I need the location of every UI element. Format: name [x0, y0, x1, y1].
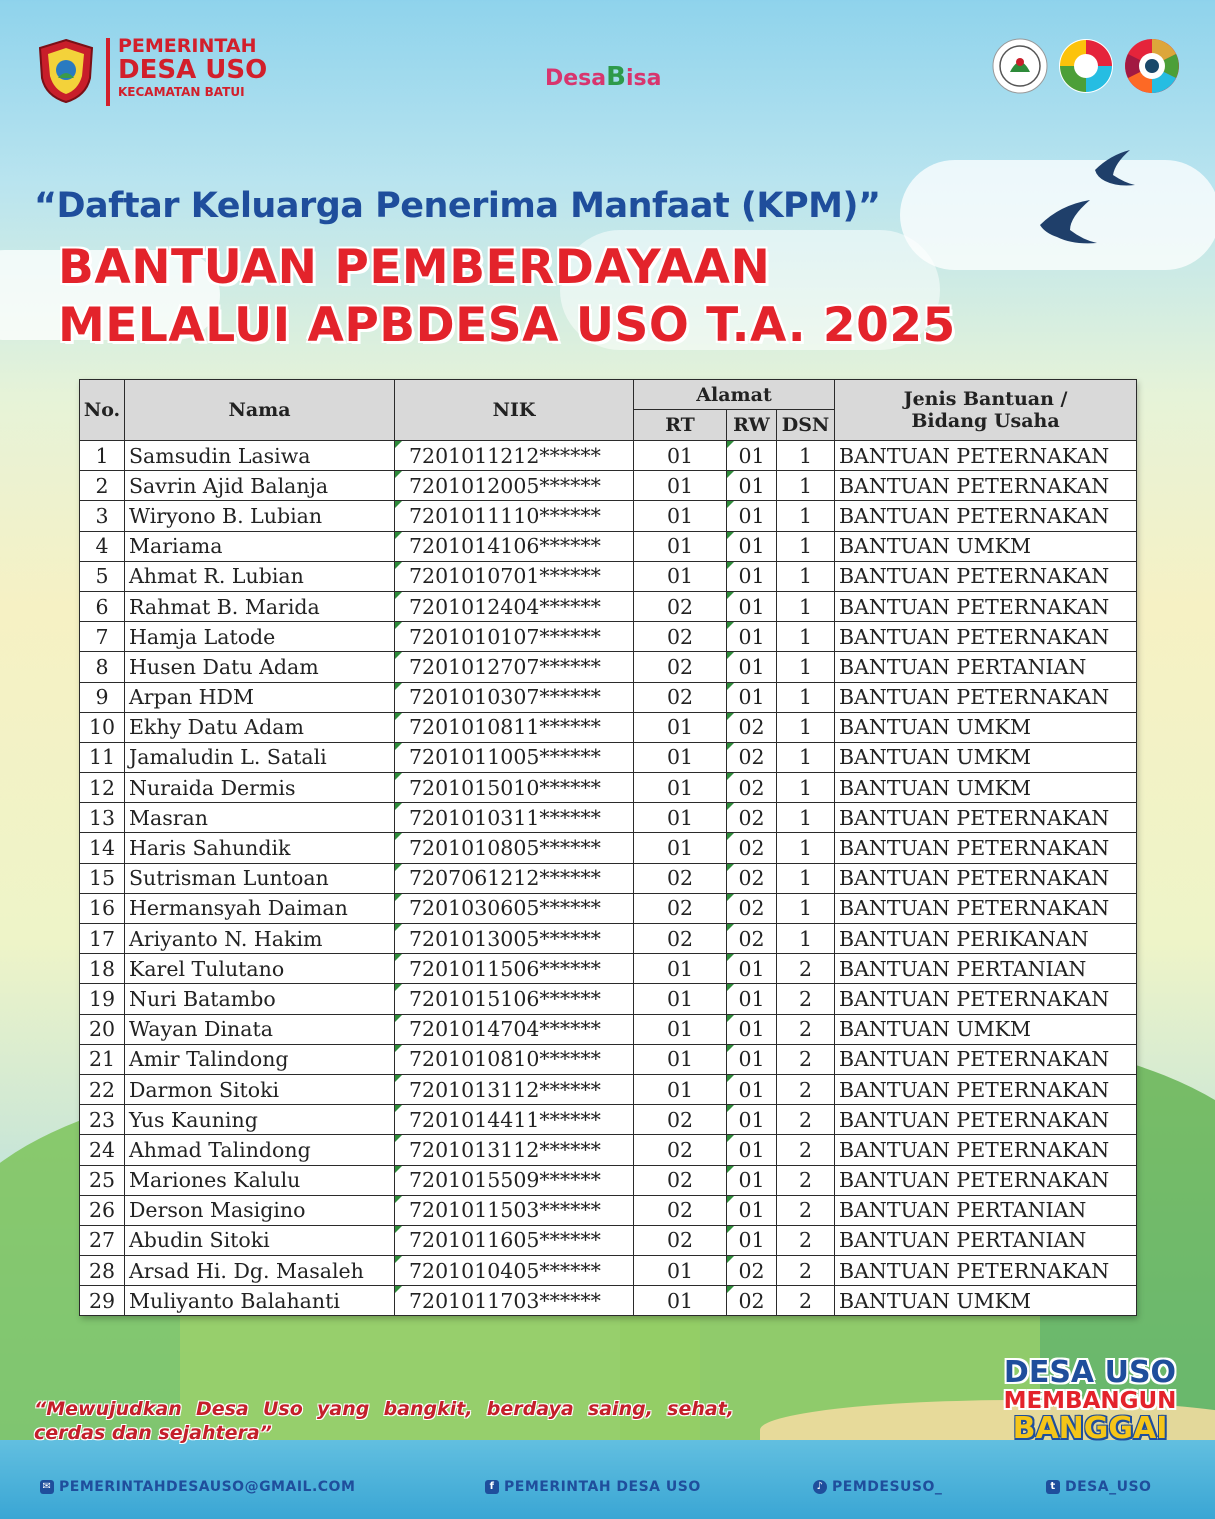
table-row: [80, 1195, 1137, 1225]
cell-rw: 01: [727, 652, 777, 682]
cell-jenis-bantuan: BANTUAN PETERNAKAN: [835, 1135, 1137, 1165]
cell-rw: 01: [727, 1044, 777, 1074]
header-rt: RT: [634, 410, 727, 441]
cell-rw: 02: [727, 742, 777, 772]
cell-nik: 7201012707******: [395, 652, 634, 682]
cell-nama: Husen Datu Adam: [125, 652, 395, 682]
cell-rt: 01: [634, 712, 727, 742]
cell-rw: 01: [727, 1105, 777, 1135]
cell-rw: 02: [727, 712, 777, 742]
cell-jenis-bantuan: BANTUAN PETERNAKAN: [835, 471, 1137, 501]
cell-no: 13: [80, 803, 125, 833]
contact-twitter-text: DESA_USO: [1065, 1479, 1152, 1495]
cell-rt: 01: [634, 561, 727, 591]
cell-nama: Samsudin Lasiwa: [125, 441, 395, 471]
cell-jenis-bantuan: BANTUAN PETERNAKAN: [835, 893, 1137, 923]
cell-no: 22: [80, 1074, 125, 1104]
cell-dsn: 2: [777, 1074, 835, 1104]
table-row: [80, 924, 1137, 954]
cell-nik: 7201011503******: [395, 1195, 634, 1225]
cell-rw: 02: [727, 833, 777, 863]
cell-nama: Arpan HDM: [125, 682, 395, 712]
cell-nama: Ekhy Datu Adam: [125, 712, 395, 742]
government-line-1: PEMERINTAH: [118, 35, 257, 57]
table-row: [80, 954, 1137, 984]
cell-dsn: 2: [777, 1256, 835, 1286]
cell-rw: 01: [727, 471, 777, 501]
cell-dsn: 1: [777, 924, 835, 954]
cell-rt: 01: [634, 1074, 727, 1104]
header-jenis-line-1: Jenis Bantuan /: [903, 388, 1068, 410]
cell-nik: 7201014106******: [395, 531, 634, 561]
cell-dsn: 1: [777, 622, 835, 652]
cell-jenis-bantuan: BANTUAN UMKM: [835, 1286, 1137, 1316]
header-dsn: DSN: [777, 410, 835, 441]
table-row: [80, 1225, 1137, 1255]
cell-nik: 7201010405******: [395, 1256, 634, 1286]
cell-nik: 7201013112******: [395, 1074, 634, 1104]
cell-jenis-bantuan: BANTUAN PETERNAKAN: [835, 441, 1137, 471]
cell-rt: 02: [634, 1105, 727, 1135]
cell-dsn: 1: [777, 742, 835, 772]
cell-rw: 01: [727, 622, 777, 652]
table-row: [80, 652, 1137, 682]
table-row: [80, 501, 1137, 531]
table-row: [80, 773, 1137, 803]
cell-nik: 7201011703******: [395, 1286, 634, 1316]
cell-rt: 01: [634, 471, 727, 501]
cell-rt: 02: [634, 863, 727, 893]
cell-rt: 01: [634, 984, 727, 1014]
cell-no: 12: [80, 773, 125, 803]
cell-dsn: 2: [777, 1135, 835, 1165]
cell-no: 4: [80, 531, 125, 561]
cell-nik: 7201011605******: [395, 1225, 634, 1255]
cell-dsn: 1: [777, 441, 835, 471]
cell-no: 26: [80, 1195, 125, 1225]
cell-rt: 02: [634, 591, 727, 621]
cell-rt: 02: [634, 893, 727, 923]
table-row: [80, 1135, 1137, 1165]
cell-dsn: 1: [777, 531, 835, 561]
cell-nik: 7201015106******: [395, 984, 634, 1014]
cell-nama: Jamaludin L. Satali: [125, 742, 395, 772]
header-alamat: Alamat: [634, 380, 835, 410]
cell-dsn: 2: [777, 1195, 835, 1225]
sdgs-wheel-logo: [1124, 38, 1180, 94]
cell-rt: 01: [634, 531, 727, 561]
cell-rw: 02: [727, 773, 777, 803]
cell-nik: 7201030605******: [395, 893, 634, 923]
cell-nama: Amir Talindong: [125, 1044, 395, 1074]
cell-jenis-bantuan: BANTUAN PERTANIAN: [835, 1195, 1137, 1225]
cell-nama: Hermansyah Daiman: [125, 893, 395, 923]
header-divider: [106, 38, 110, 106]
cell-no: 20: [80, 1014, 125, 1044]
cell-jenis-bantuan: BANTUAN PETERNAKAN: [835, 682, 1137, 712]
beneficiary-table-container: [79, 379, 1136, 1316]
table-row: [80, 1256, 1137, 1286]
village-sdgs-logo: [1058, 38, 1114, 94]
cell-no: 6: [80, 591, 125, 621]
cell-nama: Muliyanto Balahanti: [125, 1286, 395, 1316]
cell-rt: 02: [634, 1225, 727, 1255]
table-row: [80, 984, 1137, 1014]
cell-rt: 02: [634, 1165, 727, 1195]
contact-email-text: PEMERINTAHDESAUSO@GMAIL.COM: [59, 1479, 356, 1495]
cell-jenis-bantuan: BANTUAN UMKM: [835, 742, 1137, 772]
cell-nama: Darmon Sitoki: [125, 1074, 395, 1104]
cell-rw: 01: [727, 682, 777, 712]
cell-nama: Rahmat B. Marida: [125, 591, 395, 621]
cell-nik: 7201010701******: [395, 561, 634, 591]
cell-nik: 7201015509******: [395, 1165, 634, 1195]
cell-jenis-bantuan: BANTUAN PETERNAKAN: [835, 591, 1137, 621]
cell-rt: 01: [634, 1256, 727, 1286]
header-no: No.: [80, 380, 125, 441]
cell-nik: 7201011005******: [395, 742, 634, 772]
cell-no: 14: [80, 833, 125, 863]
cell-nik: 7201011110******: [395, 501, 634, 531]
cell-dsn: 1: [777, 501, 835, 531]
twitter-icon: t: [1046, 1480, 1060, 1494]
table-row: [80, 591, 1137, 621]
cell-rt: 01: [634, 803, 727, 833]
table-row: [80, 561, 1137, 591]
contact-facebook[interactable]: [485, 1479, 701, 1495]
cell-nama: Sutrisman Luntoan: [125, 863, 395, 893]
contact-email[interactable]: [40, 1479, 355, 1495]
cell-jenis-bantuan: BANTUAN PETERNAKAN: [835, 833, 1137, 863]
cell-nama: Derson Masigino: [125, 1195, 395, 1225]
cell-dsn: 2: [777, 984, 835, 1014]
cell-nama: Nuraida Dermis: [125, 773, 395, 803]
table-row: [80, 1165, 1137, 1195]
header-jenis-line-2: Bidang Usaha: [911, 410, 1060, 432]
cell-rw: 01: [727, 1074, 777, 1104]
contact-tiktok-text: PEMDESUSO_: [832, 1479, 943, 1495]
cell-dsn: 1: [777, 893, 835, 923]
cell-rt: 02: [634, 622, 727, 652]
cell-rw: 01: [727, 531, 777, 561]
cell-jenis-bantuan: BANTUAN PERTANIAN: [835, 652, 1137, 682]
cell-nama: Mariones Kalulu: [125, 1165, 395, 1195]
campaign-logo-line-3: BANGGAI: [1012, 1411, 1168, 1446]
cell-nik: 7201014411******: [395, 1105, 634, 1135]
cell-nik: 7201010307******: [395, 682, 634, 712]
cell-jenis-bantuan: BANTUAN PETERNAKAN: [835, 984, 1137, 1014]
cell-no: 1: [80, 441, 125, 471]
cell-no: 3: [80, 501, 125, 531]
cell-no: 27: [80, 1225, 125, 1255]
cell-dsn: 2: [777, 954, 835, 984]
cell-nama: Wiryono B. Lubian: [125, 501, 395, 531]
cell-rw: 01: [727, 591, 777, 621]
cell-jenis-bantuan: BANTUAN UMKM: [835, 1014, 1137, 1044]
cell-no: 19: [80, 984, 125, 1014]
header-rw: RW: [727, 410, 777, 441]
table-row: [80, 441, 1137, 471]
cell-no: 21: [80, 1044, 125, 1074]
cell-nik: 7201010805******: [395, 833, 634, 863]
cell-jenis-bantuan: BANTUAN PETERNAKAN: [835, 1074, 1137, 1104]
cell-dsn: 1: [777, 561, 835, 591]
cell-rt: 02: [634, 652, 727, 682]
cell-rt: 01: [634, 833, 727, 863]
cell-no: 8: [80, 652, 125, 682]
cell-jenis-bantuan: BANTUAN UMKM: [835, 531, 1137, 561]
cell-dsn: 1: [777, 712, 835, 742]
cell-nik: 7201014704******: [395, 1014, 634, 1044]
cell-no: 23: [80, 1105, 125, 1135]
cell-nama: Abudin Sitoki: [125, 1225, 395, 1255]
cell-rw: 02: [727, 863, 777, 893]
cell-jenis-bantuan: BANTUAN PETERNAKAN: [835, 622, 1137, 652]
table-row: [80, 622, 1137, 652]
cell-nik: 7201013005******: [395, 924, 634, 954]
cell-rw: 01: [727, 1135, 777, 1165]
cell-jenis-bantuan: BANTUAN PETERNAKAN: [835, 1165, 1137, 1195]
cell-no: 25: [80, 1165, 125, 1195]
cell-dsn: 2: [777, 1014, 835, 1044]
cell-nik: 7201010811******: [395, 712, 634, 742]
cell-rw: 01: [727, 441, 777, 471]
cell-nama: Ahmad Talindong: [125, 1135, 395, 1165]
cell-rw: 02: [727, 893, 777, 923]
cell-dsn: 1: [777, 652, 835, 682]
cell-nik: 7201015010******: [395, 773, 634, 803]
cell-jenis-bantuan: BANTUAN PETERNAKAN: [835, 863, 1137, 893]
cell-dsn: 1: [777, 682, 835, 712]
cell-jenis-bantuan: BANTUAN PERTANIAN: [835, 1225, 1137, 1255]
cell-rw: 02: [727, 924, 777, 954]
email-icon: ✉: [40, 1480, 54, 1494]
cell-no: 9: [80, 682, 125, 712]
table-row: [80, 712, 1137, 742]
cell-nama: Ahmat R. Lubian: [125, 561, 395, 591]
cell-nama: Hamja Latode: [125, 622, 395, 652]
table-row: [80, 1014, 1137, 1044]
header-nama: Nama: [125, 380, 395, 441]
cell-rw: 01: [727, 1014, 777, 1044]
cell-dsn: 1: [777, 833, 835, 863]
cell-rt: 02: [634, 924, 727, 954]
birds-decoration: [1035, 145, 1145, 265]
cell-rw: 01: [727, 954, 777, 984]
cell-rw: 02: [727, 1256, 777, 1286]
cell-nama: Wayan Dinata: [125, 1014, 395, 1044]
desa-bisa-logo-text: isa: [625, 66, 662, 91]
cell-dsn: 1: [777, 803, 835, 833]
desa-bisa-logo: [545, 62, 661, 92]
cell-nama: Yus Kauning: [125, 1105, 395, 1135]
government-line-3: KECAMATAN BATUI: [118, 85, 245, 99]
beneficiary-table: [79, 379, 1137, 1316]
cell-jenis-bantuan: BANTUAN PETERNAKAN: [835, 1105, 1137, 1135]
table-row: [80, 893, 1137, 923]
cell-rw: 01: [727, 1225, 777, 1255]
regency-crest-logo: [36, 38, 96, 104]
cell-jenis-bantuan: BANTUAN PERTANIAN: [835, 954, 1137, 984]
cell-no: 5: [80, 561, 125, 591]
cell-no: 28: [80, 1256, 125, 1286]
page-subtitle: “Daftar Keluarga Penerima Manfaat (KPM)”: [34, 186, 881, 226]
table-row: [80, 1044, 1137, 1074]
table-row: [80, 531, 1137, 561]
cell-dsn: 2: [777, 1105, 835, 1135]
table-row: [80, 1074, 1137, 1104]
cell-dsn: 1: [777, 773, 835, 803]
cell-jenis-bantuan: BANTUAN UMKM: [835, 773, 1137, 803]
cell-no: 18: [80, 954, 125, 984]
cell-nik: 7201010107******: [395, 622, 634, 652]
cell-nik: 7201011506******: [395, 954, 634, 984]
cell-no: 29: [80, 1286, 125, 1316]
cell-rw: 01: [727, 1165, 777, 1195]
cell-rw: 01: [727, 561, 777, 591]
cell-jenis-bantuan: BANTUAN PETERNAKAN: [835, 1044, 1137, 1074]
facebook-icon: f: [485, 1480, 499, 1494]
tiktok-icon: ♪: [813, 1480, 827, 1494]
cell-nama: Nuri Batambo: [125, 984, 395, 1014]
header-nik: NIK: [395, 380, 634, 441]
cell-jenis-bantuan: BANTUAN PETERNAKAN: [835, 1256, 1137, 1286]
desa-bisa-logo-mark: B: [606, 62, 626, 92]
cell-nama: Savrin Ajid Balanja: [125, 471, 395, 501]
cell-no: 16: [80, 893, 125, 923]
cell-no: 2: [80, 471, 125, 501]
cell-jenis-bantuan: BANTUAN PERIKANAN: [835, 924, 1137, 954]
cell-rt: 01: [634, 954, 727, 984]
cell-rt: 01: [634, 441, 727, 471]
cell-rw: 02: [727, 1286, 777, 1316]
cell-dsn: 2: [777, 1165, 835, 1195]
cell-no: 10: [80, 712, 125, 742]
page-title-line-2: MELALUI APBDESA USO T.A. 2025: [58, 298, 956, 353]
cell-nama: Arsad Hi. Dg. Masaleh: [125, 1256, 395, 1286]
cell-nik: 7201011212******: [395, 441, 634, 471]
cell-rw: 01: [727, 1195, 777, 1225]
cell-rt: 02: [634, 1195, 727, 1225]
table-row: [80, 471, 1137, 501]
cell-nik: 7201012404******: [395, 591, 634, 621]
cell-no: 11: [80, 742, 125, 772]
cell-no: 7: [80, 622, 125, 652]
cell-nama: Karel Tulutano: [125, 954, 395, 984]
cell-rt: 01: [634, 773, 727, 803]
cell-nama: Ariyanto N. Hakim: [125, 924, 395, 954]
government-title: [118, 37, 267, 98]
cell-nama: Mariama: [125, 531, 395, 561]
header-jenis-bantuan: [835, 380, 1137, 441]
campaign-logo-line-2: MEMBANGUN: [1003, 1388, 1177, 1414]
cell-rt: 01: [634, 1044, 727, 1074]
campaign-logo: [1000, 1355, 1180, 1446]
village-motto: “Mewujudkan Desa Uso yang bangkit, berdaya saing, sehat, cerdas dan sejahtera”: [34, 1398, 734, 1444]
cell-no: 15: [80, 863, 125, 893]
cell-dsn: 2: [777, 1044, 835, 1074]
cell-rt: 01: [634, 501, 727, 531]
cell-nama: Haris Sahundik: [125, 833, 395, 863]
cell-nik: 7201010810******: [395, 1044, 634, 1074]
cell-rw: 01: [727, 984, 777, 1014]
cell-nama: Masran: [125, 803, 395, 833]
cell-dsn: 1: [777, 863, 835, 893]
cell-rt: 01: [634, 742, 727, 772]
cell-jenis-bantuan: BANTUAN PETERNAKAN: [835, 803, 1137, 833]
cell-dsn: 2: [777, 1225, 835, 1255]
cell-rt: 01: [634, 1014, 727, 1044]
cell-nik: 7207061212******: [395, 863, 634, 893]
contact-twitter[interactable]: [1046, 1479, 1151, 1495]
cell-rw: 02: [727, 803, 777, 833]
ministry-logo: [992, 38, 1048, 94]
cell-jenis-bantuan: BANTUAN PETERNAKAN: [835, 561, 1137, 591]
cell-nik: 7201013112******: [395, 1135, 634, 1165]
table-row: [80, 1105, 1137, 1135]
cell-no: 17: [80, 924, 125, 954]
table-row: [80, 863, 1137, 893]
cell-nik: 7201012005******: [395, 471, 634, 501]
government-line-2: DESA USO: [118, 55, 268, 85]
contact-facebook-text: PEMERINTAH DESA USO: [504, 1479, 701, 1495]
table-row: [80, 803, 1137, 833]
cell-rw: 01: [727, 501, 777, 531]
cell-rt: 02: [634, 1135, 727, 1165]
cell-no: 24: [80, 1135, 125, 1165]
cell-dsn: 1: [777, 471, 835, 501]
cell-dsn: 2: [777, 1286, 835, 1316]
desa-bisa-logo-text: Desa: [545, 66, 607, 91]
table-row: [80, 682, 1137, 712]
cell-nik: 7201010311******: [395, 803, 634, 833]
cell-jenis-bantuan: BANTUAN UMKM: [835, 712, 1137, 742]
table-row: [80, 1286, 1137, 1316]
cell-jenis-bantuan: BANTUAN PETERNAKAN: [835, 501, 1137, 531]
page-title-line-1: BANTUAN PEMBERDAYAAN: [58, 240, 771, 295]
table-row: [80, 833, 1137, 863]
cell-dsn: 1: [777, 591, 835, 621]
cell-rt: 02: [634, 682, 727, 712]
cell-rt: 01: [634, 1286, 727, 1316]
campaign-logo-line-1: DESA USO: [1003, 1355, 1177, 1390]
table-body: [80, 441, 1137, 1316]
contact-tiktok[interactable]: [813, 1479, 942, 1495]
table-row: [80, 742, 1137, 772]
